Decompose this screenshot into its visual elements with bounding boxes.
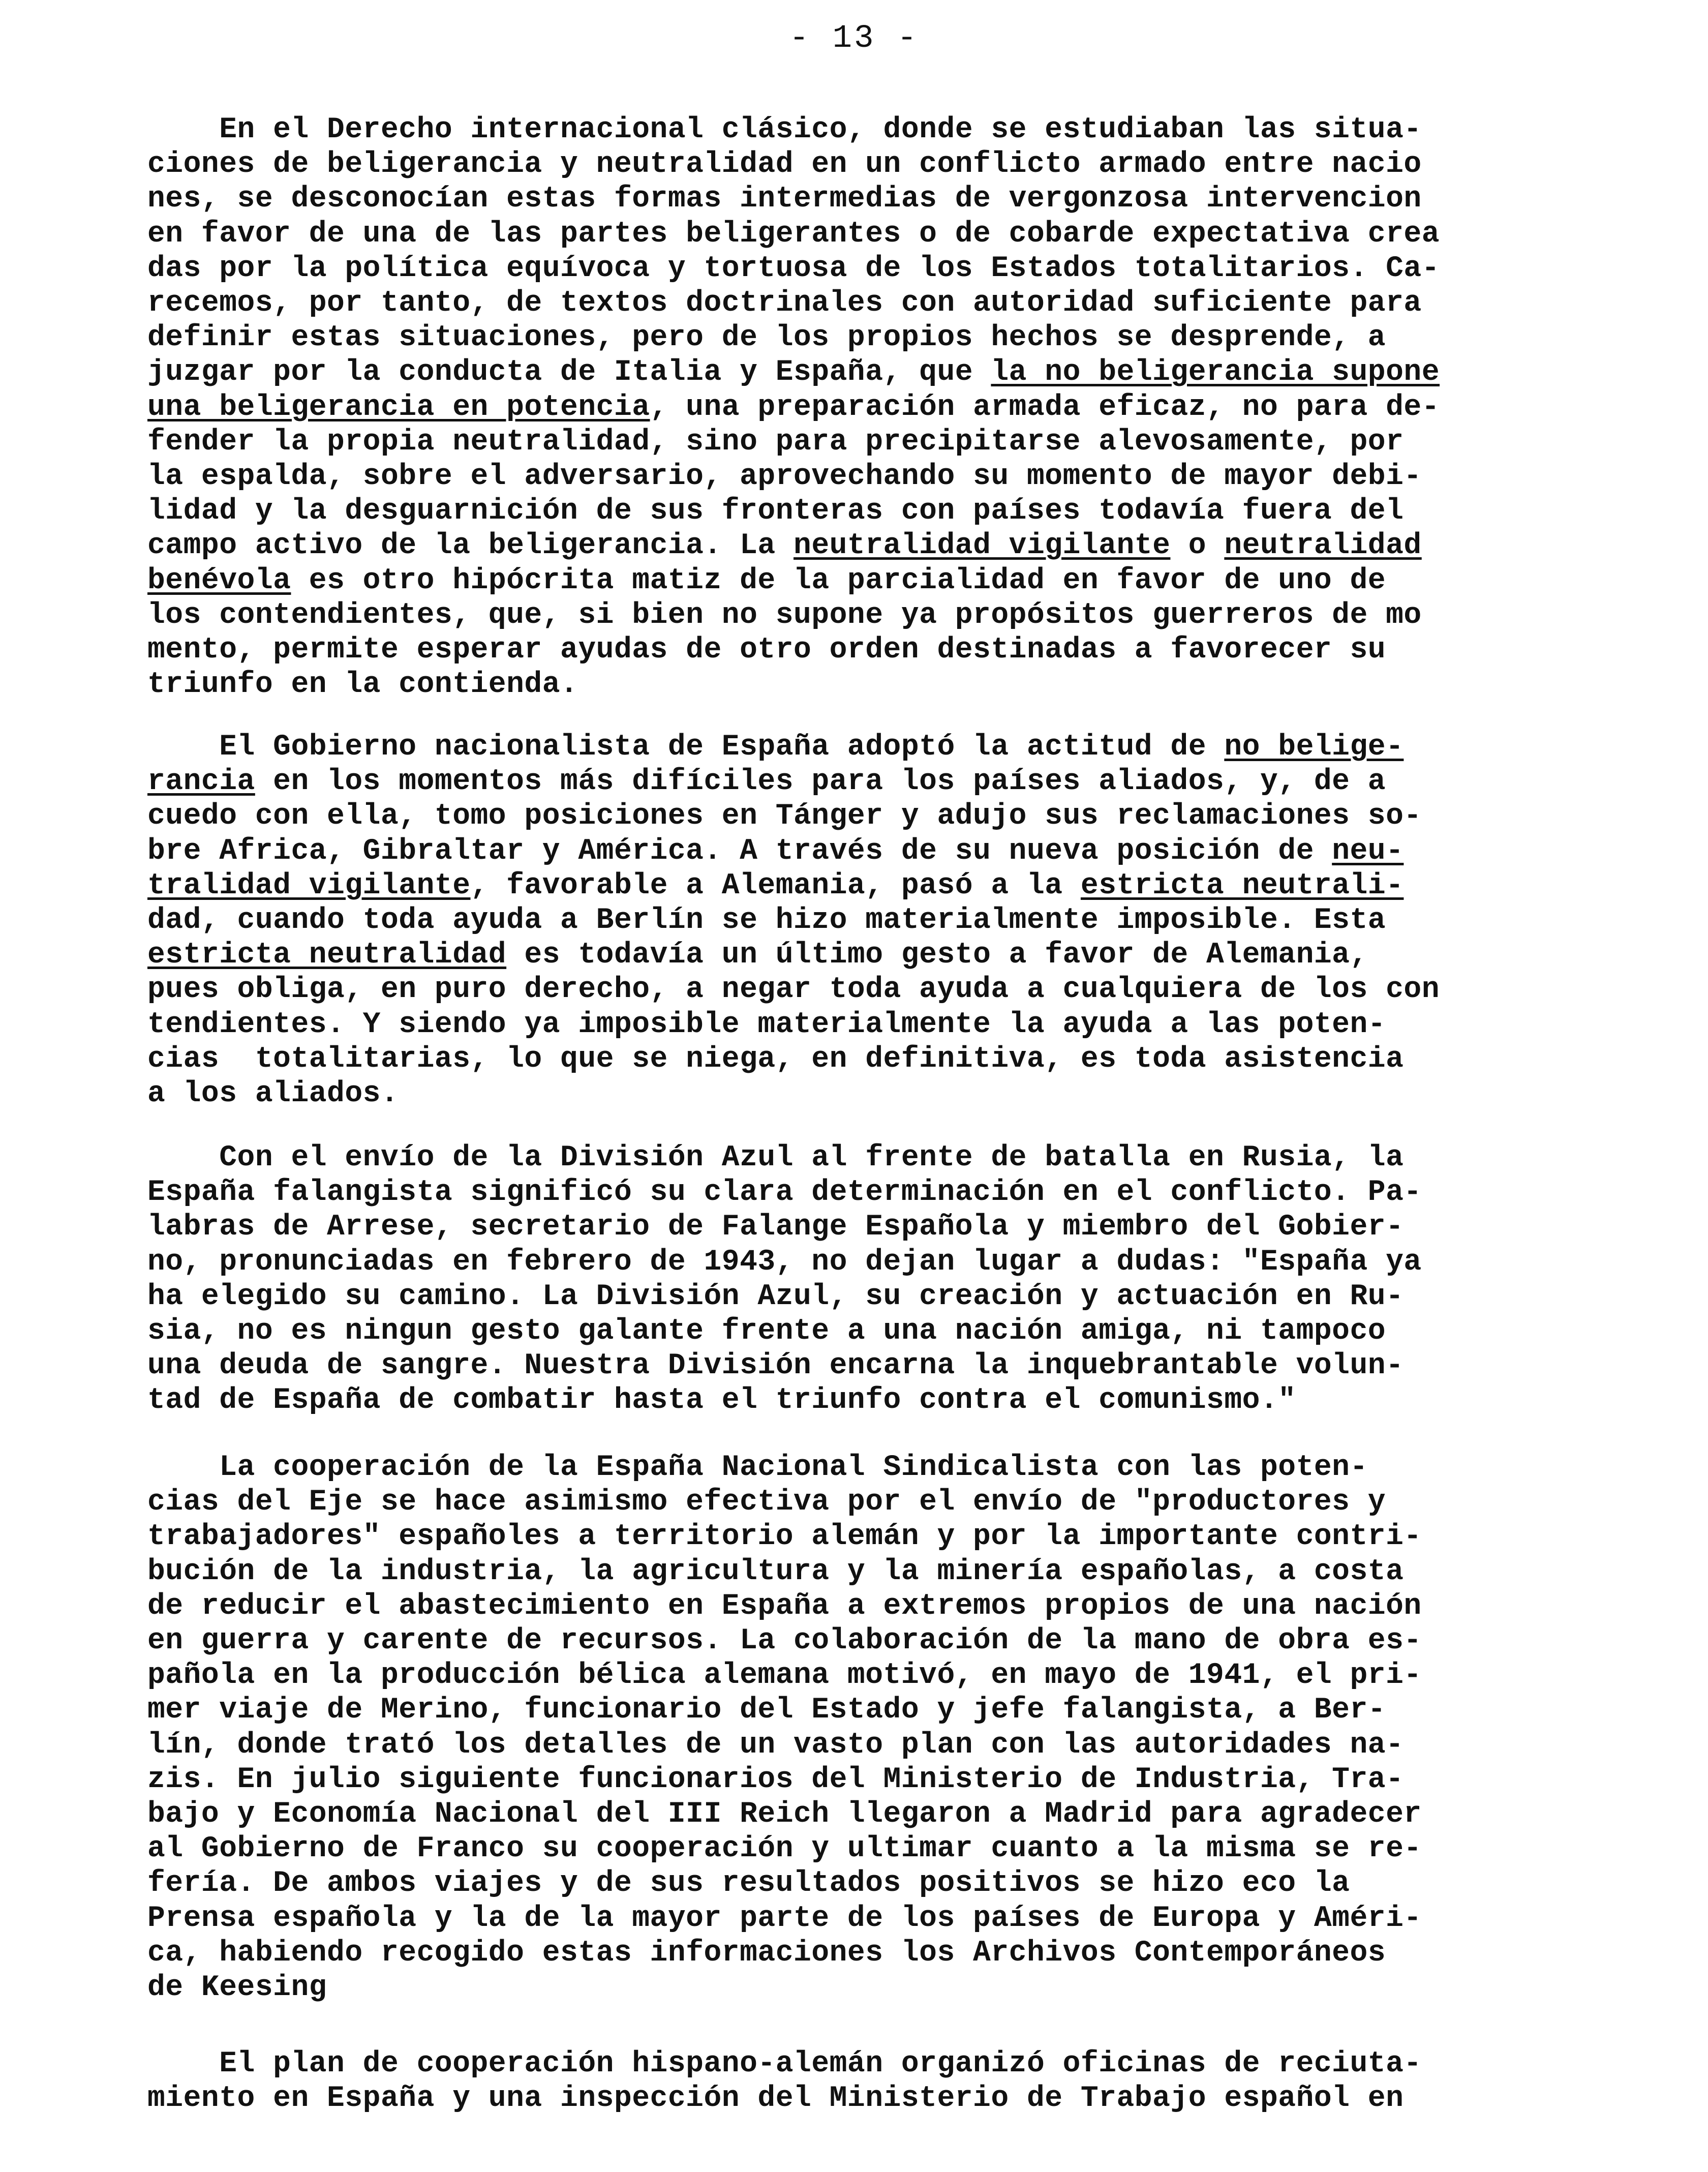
text-segment: La cooperación de la España Nacional Sindicalista con las poten-: [147, 1451, 1368, 1484]
text-line: [147, 1451, 1422, 1485]
text-segment: fender la propia neutralidad, sino para precipitarse alevosamente, por: [147, 425, 1404, 459]
text-segment: El plan de cooperación hispano-alemán organizó oficinas de reciuta-: [147, 2047, 1422, 2080]
text-segment: al Gobierno de Franco su cooperación y ultimar cuanto a la misma se re-: [147, 1832, 1422, 1866]
text-segment: es otro hipócrita matiz de la parcialidad en favor de uno de: [291, 564, 1386, 597]
text-line: [147, 1383, 1422, 1418]
text-segment: trabajadores" españoles a territorio alemán y por la importante contri-: [147, 1520, 1422, 1554]
text-segment: una deuda de sangre. Nuestra División encarna la inquebrantable volun-: [147, 1349, 1404, 1383]
text-segment: en guerra y carente de recursos. La colaboración de la mano de obra es-: [147, 1624, 1422, 1658]
text-segment: recemos, por tanto, de textos doctrinales con autoridad suficiente para: [147, 287, 1422, 320]
text-segment: de Keesing: [147, 1971, 327, 2005]
text-segment: a los aliados.: [147, 1077, 399, 1111]
text-segment: en favor de una de las partes beligerantes o de cobarde expectativa crea: [147, 217, 1440, 251]
text-segment: das por la política equívoca y tortuosa de los Estados totalitarios. Ca-: [147, 252, 1440, 285]
text-segment: cuedo con ella, tomo posiciones en Tánger y adujo sus reclamaciones so-: [147, 800, 1422, 833]
text-line: [147, 598, 1440, 633]
text-line: [147, 1763, 1422, 1797]
text-segment: o: [1170, 529, 1225, 563]
paragraph-5: [147, 2047, 1422, 2116]
text-line: [147, 834, 1440, 869]
text-line: [147, 1797, 1422, 1832]
text-line: [147, 1971, 1422, 2005]
text-line: [147, 730, 1440, 765]
text-line: [147, 1936, 1422, 1971]
text-line: [147, 1175, 1422, 1210]
text-line: [147, 1658, 1422, 1693]
text-line: [147, 973, 1440, 1007]
text-line: [147, 2082, 1422, 2116]
text-segment: fería. De ambos viajes y de sus resultados positivos se hizo eco la: [147, 1867, 1350, 1900]
underlined-text: benévola: [147, 564, 291, 597]
underlined-text: tralidad vigilante: [147, 869, 471, 902]
text-segment: en los momentos más difíciles para los países aliados, y, de a: [255, 765, 1386, 799]
text-segment: lín, donde trató los detalles de un vasto plan con las autoridades na-: [147, 1728, 1404, 1762]
paragraph-3: [147, 1141, 1422, 1419]
underlined-text: no belige-: [1224, 731, 1404, 764]
text-line: [147, 1589, 1422, 1624]
text-line: [147, 2047, 1422, 2082]
paragraph-1: [147, 113, 1440, 702]
text-line: [147, 1832, 1422, 1866]
text-line: [147, 390, 1440, 425]
text-line: [147, 217, 1440, 252]
text-segment: bre Africa, Gibraltar y América. A través de su nueva posición de: [147, 834, 1332, 868]
text-line: [147, 494, 1440, 529]
underlined-text: rancia: [147, 765, 255, 799]
text-line: [147, 1141, 1422, 1175]
text-segment: labras de Arrese, secretario de Falange Española y miembro del Gobier-: [147, 1211, 1404, 1244]
text-segment: miento en España y una inspección del Ministerio de Trabajo español en: [147, 2082, 1404, 2116]
text-segment: bución de la industria, la agricultura y la minería españolas, a costa: [147, 1555, 1404, 1588]
text-line: [147, 564, 1440, 598]
text-line: [147, 460, 1440, 494]
text-line: [147, 668, 1440, 702]
page-number: - 13 -: [789, 20, 919, 57]
text-segment: triunfo en la contienda.: [147, 668, 578, 702]
text-segment: dad, cuando toda ayuda a Berlín se hizo materialmente imposible. Esta: [147, 904, 1386, 938]
text-line: [147, 1693, 1422, 1728]
text-segment: sia, no es ningun gesto galante frente a una nación amiga, ni tampoco: [147, 1315, 1386, 1348]
underlined-text: estricta neutrali-: [1080, 869, 1404, 902]
text-segment: , favorable a Alemania, pasó a la: [470, 869, 1081, 902]
text-line: [147, 1555, 1422, 1589]
text-line: [147, 147, 1440, 182]
underlined-text: la no beligerancia supone: [991, 356, 1440, 389]
text-segment: cias totalitarias, lo que se niega, en definitiva, es toda asistencia: [147, 1042, 1404, 1076]
underlined-text: neu-: [1332, 834, 1404, 868]
text-line: [147, 765, 1440, 799]
text-line: [147, 425, 1440, 460]
text-line: [147, 1245, 1422, 1280]
text-segment: El Gobierno nacionalista de España adoptó la actitud de: [147, 731, 1225, 764]
text-line: [147, 1210, 1422, 1245]
text-segment: bajo y Economía Nacional del III Reich llegaron a Madrid para agradecer: [147, 1798, 1422, 1831]
underlined-text: neutralidad: [1224, 529, 1422, 563]
text-line: [147, 799, 1440, 834]
text-segment: ca, habiendo recogido estas informaciones los Archivos Contemporáneos: [147, 1936, 1386, 1970]
text-line: [147, 1728, 1422, 1763]
underlined-text: una beligerancia en potencia: [147, 390, 650, 424]
text-line: [147, 1314, 1422, 1349]
text-segment: juzgar por la conducta de Italia y España, que: [147, 356, 991, 389]
text-line: [147, 1280, 1422, 1314]
text-line: [147, 286, 1440, 321]
text-line: [147, 1902, 1422, 1936]
text-segment: Con el envío de la División Azul al frente de batalla en Rusia, la: [147, 1141, 1404, 1174]
text-segment: tendientes. Y siendo ya imposible materialmente la ayuda a las poten-: [147, 1008, 1386, 1041]
text-segment: mento, permite esperar ayudas de otro orden destinadas a favorecer su: [147, 634, 1386, 667]
text-line: [147, 355, 1440, 390]
text-line: [147, 1349, 1422, 1383]
text-line: [147, 1866, 1422, 1901]
text-segment: zis. En julio siguiente funcionarios del Ministerio de Industria, Tra-: [147, 1763, 1404, 1796]
text-segment: Prensa española y la de la mayor parte de los países de Europa y Améri-: [147, 1902, 1422, 1935]
text-segment: mer viaje de Merino, funcionario del Estado y jefe falangista, a Ber-: [147, 1694, 1386, 1727]
text-line: [147, 1077, 1440, 1111]
text-segment: de reducir el abastecimiento en España a extremos propios de una nación: [147, 1589, 1422, 1623]
text-segment: lidad y la desguarnición de sus fronteras con países todavía fuera del: [147, 495, 1404, 528]
underlined-text: estricta neutralidad: [147, 939, 507, 972]
text-segment: no, pronunciadas en febrero de 1943, no dejan lugar a dudas: "España ya: [147, 1245, 1422, 1279]
text-line: [147, 321, 1440, 355]
text-line: [147, 113, 1440, 147]
text-segment: nes, se desconocían estas formas intermedias de vergonzosa intervencion: [147, 183, 1422, 216]
text-segment: es todavía un último gesto a favor de Alemania,: [506, 939, 1368, 972]
text-line: [147, 869, 1440, 903]
text-segment: pues obliga, en puro derecho, a negar toda ayuda a cualquiera de los con: [147, 973, 1440, 1007]
text-line: [147, 938, 1440, 973]
text-segment: la espalda, sobre el adversario, aprovechando su momento de mayor debi-: [147, 460, 1422, 494]
text-line: [147, 529, 1440, 563]
text-segment: España falangista significó su clara determinación en el conflicto. Pa-: [147, 1176, 1422, 1210]
text-line: [147, 182, 1440, 217]
text-line: [147, 1520, 1422, 1554]
text-line: [147, 1042, 1440, 1077]
text-line: [147, 1624, 1422, 1658]
paragraph-2: [147, 730, 1440, 1111]
text-line: [147, 633, 1440, 668]
text-segment: En el Derecho internacional clásico, donde se estudiaban las situa-: [147, 113, 1422, 146]
text-segment: los contendientes, que, si bien no supone ya propósitos guerreros de mo: [147, 598, 1422, 632]
text-segment: ha elegido su camino. La División Azul, su creación y actuación en Ru-: [147, 1280, 1404, 1313]
underlined-text: neutralidad vigilante: [794, 529, 1171, 563]
text-segment: definir estas situaciones, pero de los propios hechos se desprende, a: [147, 321, 1386, 355]
text-segment: tad de España de combatir hasta el triunfo contra el comunismo.": [147, 1384, 1296, 1417]
text-line: [147, 903, 1440, 938]
text-segment: campo activo de la beligerancia. La: [147, 529, 794, 563]
text-segment: cias del Eje se hace asimismo efectiva por el envío de "productores y: [147, 1486, 1386, 1519]
text-segment: , una preparación armada eficaz, no para de-: [650, 390, 1440, 424]
text-segment: ciones de beligerancia y neutralidad en un conflicto armado entre nacio: [147, 148, 1422, 182]
text-line: [147, 1485, 1422, 1520]
text-segment: pañola en la producción bélica alemana motivó, en mayo de 1941, el pri-: [147, 1659, 1422, 1693]
paragraph-4: [147, 1451, 1422, 2005]
text-line: [147, 1008, 1440, 1042]
text-line: [147, 252, 1440, 286]
